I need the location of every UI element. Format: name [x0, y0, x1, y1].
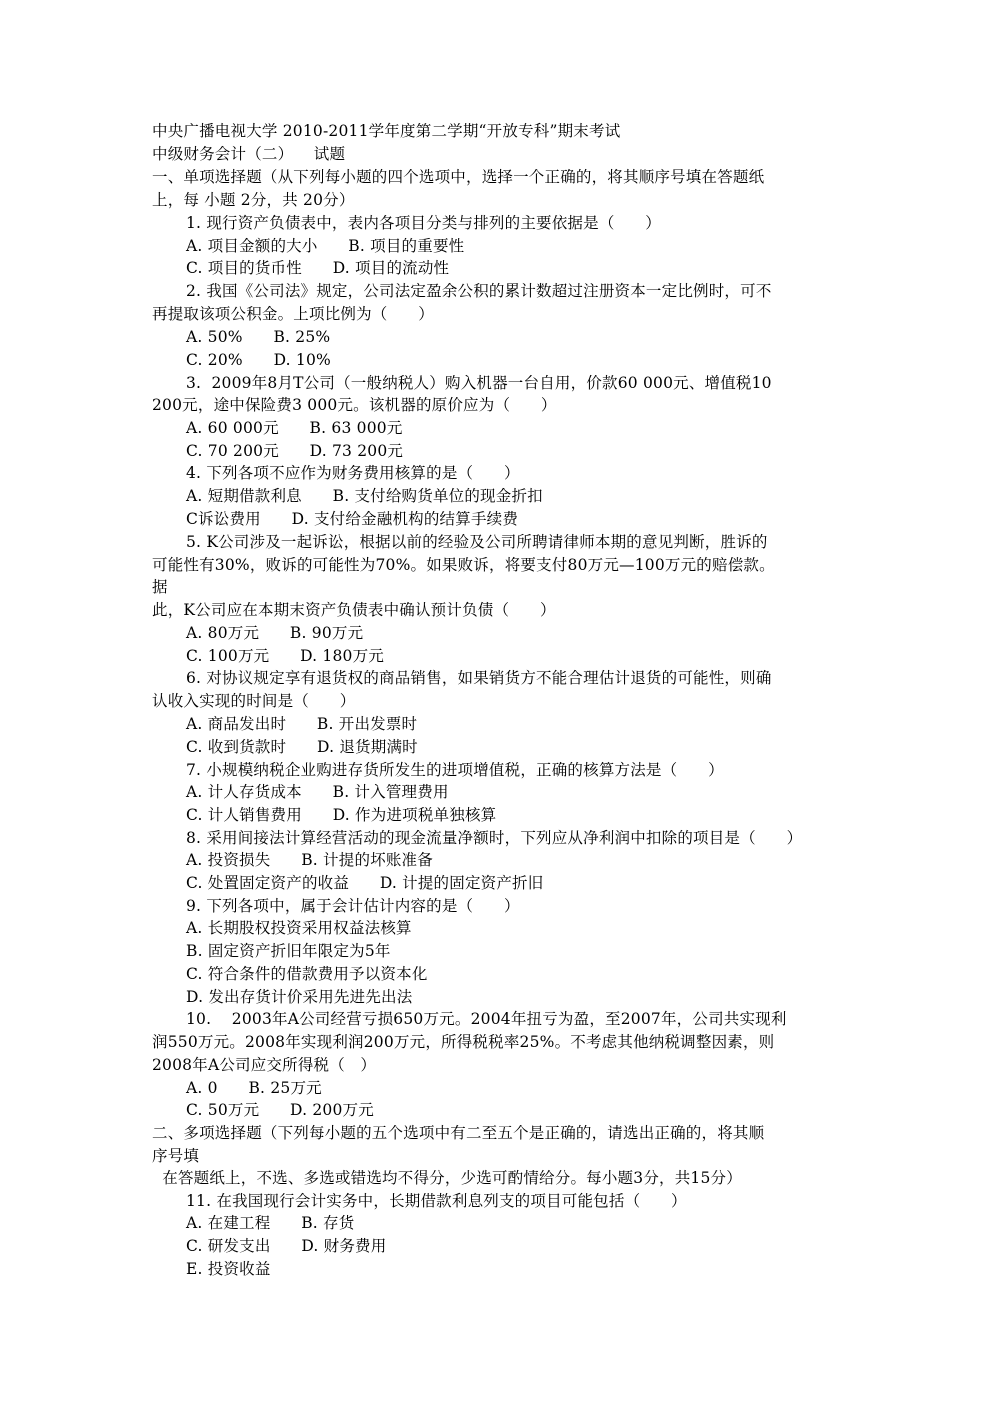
option-line: C诉讼费用 D. 支付给金融机构的结算手续费 — [186, 510, 519, 528]
question-text: 4. 下列各项不应作为财务费用核算的是（ ） — [186, 464, 520, 482]
question-text: 1. 现行资产负债表中，表内各项目分类与排列的主要依据是（ ） — [186, 214, 661, 232]
option-line: A. 长期股权投资采用权益法核算 — [186, 919, 412, 937]
option-line: C. 100万元 D. 180万元 — [186, 647, 385, 665]
question-text: 6. 对协议规定享有退货权的商品销售，如果销货方不能合理估计退货的可能性，则确 — [186, 669, 772, 687]
section-heading-continued: 上，每 小题 2分，共 20分） — [152, 191, 355, 209]
option-line: C. 处置固定资产的收益 D. 计提的固定资产折旧 — [186, 874, 544, 892]
exam-subject-title: 中级财务会计（二） 试题 — [152, 145, 346, 163]
option-line: C. 研发支出 D. 财务费用 — [186, 1237, 387, 1255]
question-text: 8. 采用间接法计算经营活动的现金流量净额时，下列应从净利润中扣除的项目是（ ） — [186, 829, 803, 847]
question-text: 9. 下列各项中，属于会计估计内容的是（ ） — [186, 897, 520, 915]
option-line: D. 发出存货计价采用先进先出法 — [186, 988, 413, 1006]
question-text-continued: 认收入实现的时间是（ ） — [152, 692, 356, 710]
option-line: A. 在建工程 B. 存货 — [186, 1214, 355, 1232]
option-line: A. 投资损失 B. 计提的坏账准备 — [186, 851, 433, 869]
section-heading: 一、单项选择题（从下列每小题的四个选项中，选择一个正确的，将其顺序号填在答题纸 — [152, 168, 765, 186]
option-line: C. 计人销售费用 D. 作为进项税单独核算 — [186, 806, 497, 824]
question-text-continued: 据 — [152, 578, 168, 596]
question-text: 7. 小规模纳税企业购进存货所发生的进项增值税，正确的核算方法是（ ） — [186, 761, 724, 779]
exam-header: 中央广播电视大学 2010-2011学年度第二学期“开放专科”期末考试 — [152, 122, 621, 140]
question-text-continued: 此，K公司应在本期末资产负债表中确认预计负债（ ） — [152, 601, 556, 619]
option-line: A. 80万元 B. 90万元 — [186, 624, 364, 642]
question-text-continued: 再提取该项公积金。上项比例为（ ） — [152, 305, 434, 323]
option-line: B. 固定资产折旧年限定为5年 — [186, 942, 391, 960]
question-text: 5. K公司涉及一起诉讼，根据以前的经验及公司所聘请律师本期的意见判断，胜诉的 — [186, 533, 768, 551]
option-line: A. 50% B. 25% — [186, 328, 331, 346]
section-heading-continued: 序号填 — [152, 1147, 200, 1165]
option-line: C. 20% D. 10% — [186, 351, 331, 369]
option-line: C. 收到货款时 D. 退货期满时 — [186, 738, 418, 756]
question-text-continued: 200元，途中保险费3 000元。该机器的原价应为（ ） — [152, 396, 557, 414]
question-text-continued: 润550万元。2008年实现利润200万元，所得税税率25%。不考虑其他纳税调整因素，则 — [152, 1033, 775, 1051]
option-line: A. 60 000元 B. 63 000元 — [186, 419, 403, 437]
option-line: A. 项目金额的大小 B. 项目的重要性 — [186, 237, 465, 255]
option-line: C. 70 200元 D. 73 200元 — [186, 442, 404, 460]
question-text: 11. 在我国现行会计实务中，长期借款利息列支的项目可能包括（ ） — [186, 1192, 687, 1210]
option-line: C. 符合条件的借款费用予以资本化 — [186, 965, 428, 983]
option-line: A. 短期借款利息 B. 支付给购货单位的现金折扣 — [186, 487, 543, 505]
section-heading: 二、多项选择题（下列每小题的五个选项中有二至五个是正确的，请选出正确的，将其顺 — [152, 1124, 765, 1142]
question-text-continued: 2008年A公司应交所得税（ ） — [152, 1056, 377, 1074]
option-line: E. 投资收益 — [186, 1260, 271, 1278]
question-text-continued: 可能性有30%，败诉的可能性为70%。如果败诉，将要支付80万元—100万元的赔偿款。 — [152, 556, 775, 574]
option-line: C. 50万元 D. 200万元 — [186, 1101, 374, 1119]
question-text: 2. 我国《公司法》规定，公司法定盈余公积的累计数超过注册资本一定比例时，可不 — [186, 282, 772, 300]
option-line: A. 商品发出时 B. 开出发票时 — [186, 715, 418, 733]
question-text: 3. 2009年8月T公司（一般纳税人）购入机器一台自用，价款60 000元、增值税10 — [186, 374, 772, 392]
option-line: C. 项目的货币性 D. 项目的流动性 — [186, 259, 450, 277]
section-heading-continued: 在答题纸上，不选、多选或错选均不得分，少选可酌情给分。每小题3分，共15分） — [152, 1169, 742, 1187]
option-line: A. 计人存货成本 B. 计入管理费用 — [186, 783, 449, 801]
option-line: A. 0 B. 25万元 — [186, 1079, 322, 1097]
question-text: 10. 2003年A公司经营亏损650万元。2004年扭亏为盈，至2007年，公司共实现利 — [186, 1010, 787, 1028]
